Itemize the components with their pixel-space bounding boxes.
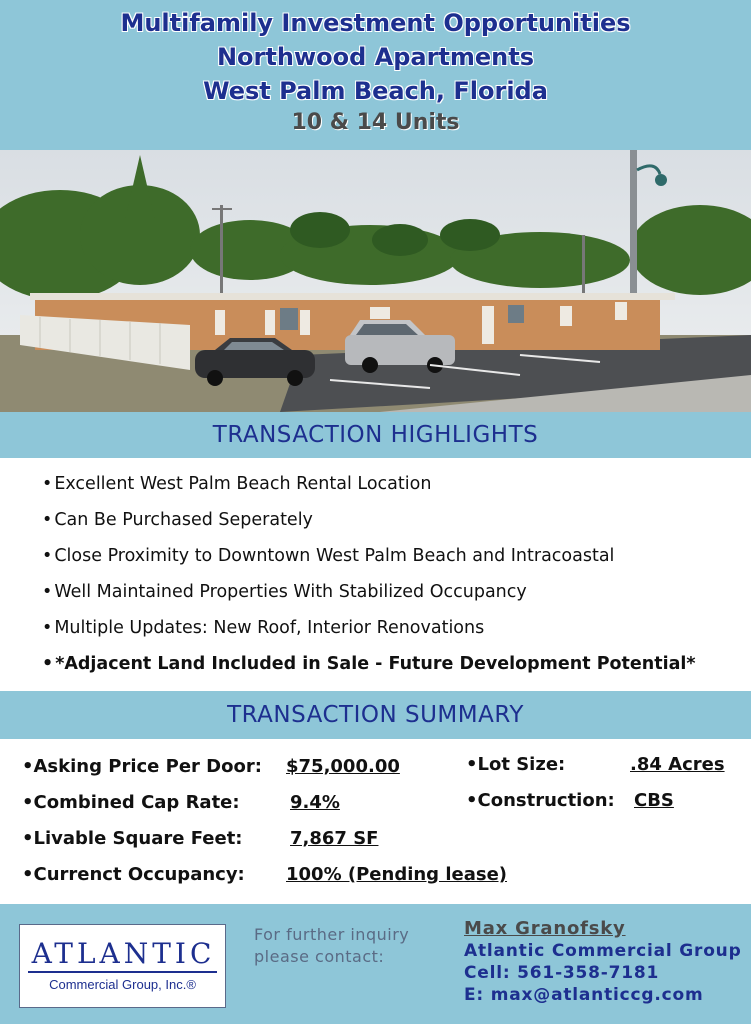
inquiry-line-1: For further inquiry bbox=[254, 925, 410, 944]
bullet-icon: • bbox=[42, 474, 53, 494]
highlight-item bbox=[42, 574, 696, 610]
inquiry-line-2: please contact: bbox=[254, 947, 385, 966]
title-line-3: West Palm Beach, Florida bbox=[203, 77, 548, 105]
summary-value: 7,867 SF bbox=[290, 828, 379, 849]
summary-value: 100% (Pending lease) bbox=[286, 864, 508, 885]
summary-heading: TRANSACTION SUMMARY bbox=[0, 691, 751, 739]
contact-name: Max Granofsky bbox=[464, 918, 626, 939]
summary-value: $75,000.00 bbox=[286, 756, 400, 777]
highlight-item bbox=[42, 466, 696, 502]
highlight-text: Well Maintained Properties With Stabilized Occupancy bbox=[54, 582, 527, 602]
highlight-text: Close Proximity to Downtown West Palm Beach and Intracoastal bbox=[54, 546, 615, 566]
summary-value: .84 Acres bbox=[630, 754, 725, 775]
highlight-text: Can Be Purchased Seperately bbox=[54, 510, 313, 530]
summary-label: •Asking Price Per Door: bbox=[22, 756, 262, 777]
highlight-item bbox=[42, 610, 696, 646]
contact-email[interactable]: E: max@atlanticcg.com bbox=[464, 985, 704, 1005]
title-line-1: Multifamily Investment Opportunities bbox=[120, 9, 631, 37]
highlight-item bbox=[42, 538, 696, 574]
bullet-icon: • bbox=[42, 510, 53, 530]
summary-value: CBS bbox=[634, 790, 674, 811]
highlights-heading: TRANSACTION HIGHLIGHTS bbox=[0, 412, 751, 458]
bullet-icon: • bbox=[42, 546, 53, 566]
contact-cell[interactable]: Cell: 561-358-7181 bbox=[464, 963, 660, 983]
summary-value: 9.4% bbox=[290, 792, 340, 813]
title-line-2: Northwood Apartments bbox=[216, 43, 535, 71]
logo-wordmark: ATLANTIC bbox=[28, 939, 218, 973]
units-subtitle: 10 & 14 Units bbox=[291, 110, 460, 135]
bullet-icon: • bbox=[42, 582, 53, 602]
highlight-item bbox=[42, 502, 696, 538]
summary-label: •Combined Cap Rate: bbox=[22, 792, 240, 813]
contact-footer bbox=[0, 904, 751, 1024]
bullet-icon: • bbox=[42, 654, 54, 674]
contact-company: Atlantic Commercial Group bbox=[464, 941, 742, 961]
highlight-text: *Adjacent Land Included in Sale - Future Development Potential* bbox=[55, 654, 696, 674]
inquiry-text bbox=[254, 924, 409, 968]
header-banner bbox=[0, 0, 751, 150]
contact-details bbox=[464, 918, 742, 1006]
property-photo bbox=[0, 150, 751, 412]
summary-label: •Livable Square Feet: bbox=[22, 828, 243, 849]
bullet-icon: • bbox=[42, 618, 53, 638]
highlight-text: Excellent West Palm Beach Rental Location bbox=[54, 474, 432, 494]
summary-label: •Lot Size: bbox=[466, 754, 566, 775]
highlights-list bbox=[42, 466, 696, 682]
highlight-item bbox=[42, 646, 696, 682]
summary-label: •Construction: bbox=[466, 790, 615, 811]
logo-subtitle: Commercial Group, Inc.® bbox=[49, 977, 196, 992]
highlight-text: Multiple Updates: New Roof, Interior Renovations bbox=[54, 618, 485, 638]
property-photo-illustration bbox=[0, 150, 751, 412]
company-logo bbox=[19, 924, 226, 1008]
summary-label: •Currenct Occupancy: bbox=[22, 864, 245, 885]
